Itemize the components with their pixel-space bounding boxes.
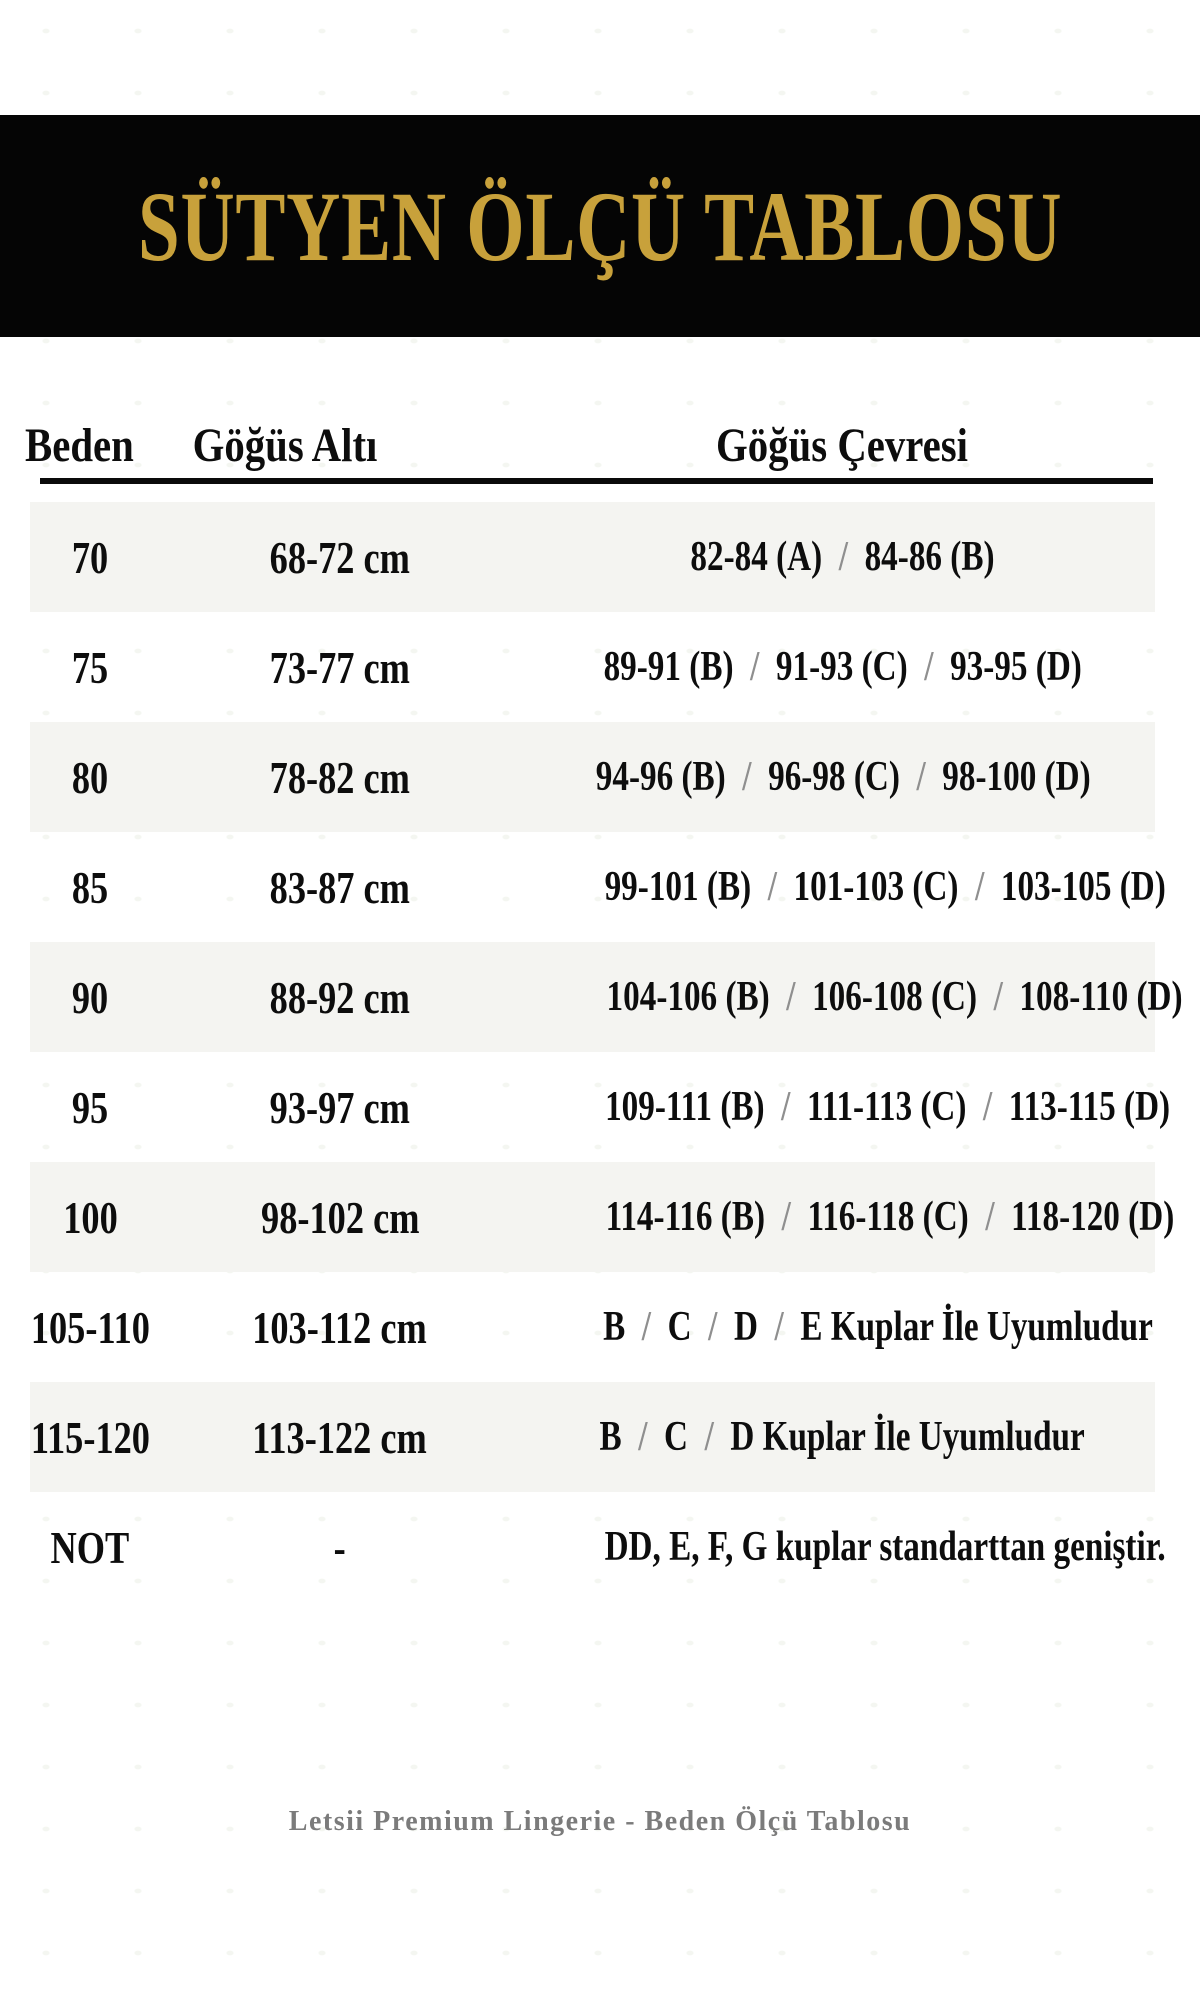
slash-separator: / [622, 1414, 665, 1460]
column-header-gogus-cevresi: Göğüs Çevresi [716, 419, 968, 472]
table-row [30, 1162, 1175, 1272]
slash-separator: / [725, 754, 769, 800]
slash-separator: / [751, 864, 794, 910]
slash-separator: / [688, 1414, 731, 1460]
table-row [30, 832, 1166, 942]
cell-gogus-cevresi: 94-96 (B) / 96-98 (C) / 98-100 (D) [595, 754, 1091, 800]
column-header-beden: Beden [25, 419, 134, 472]
slash-separator: / [907, 644, 950, 690]
cell-gogus-alti: 98-102 cm [260, 1191, 420, 1243]
cell-beden: 70 [71, 531, 109, 583]
title-banner [0, 115, 1200, 337]
table-row [30, 1052, 1171, 1162]
cell-gogus-cevresi: B / C / D / E Kuplar İle Uyumludur [603, 1304, 1153, 1350]
cell-gogus-alti: 83-87 cm [269, 861, 411, 913]
slash-separator: / [733, 644, 776, 690]
cell-gogus-alti: 78-82 cm [269, 751, 411, 803]
table-row [30, 1492, 1166, 1602]
slash-separator: / [757, 1304, 801, 1350]
cell-gogus-cevresi: 104-106 (B) / 106-108 (C) / 108-110 (D) [606, 974, 1183, 1020]
cell-gogus-cevresi: DD, E, F, G kuplar standarttan geniştir. [604, 1524, 1166, 1570]
cell-beden: 85 [71, 861, 109, 913]
table-row [30, 1272, 1155, 1382]
slash-separator: / [899, 754, 943, 800]
column-header-gogus-alti: Göğüs Altı [192, 419, 378, 472]
table-row [30, 612, 1155, 722]
table-row [30, 942, 1183, 1052]
slash-separator: / [977, 974, 1020, 1020]
cell-gogus-alti: - [333, 1521, 347, 1573]
slash-separator: / [822, 534, 865, 580]
cell-beden: 115-120 [30, 1411, 150, 1463]
cell-gogus-cevresi: 109-111 (B) / 111-113 (C) / 113-115 (D) [605, 1084, 1171, 1130]
footer-brand-text: Letsii Premium Lingerie - Beden Ölçü Tablosu [288, 1806, 912, 1837]
cell-beden: 100 [62, 1191, 118, 1243]
cell-beden: 95 [71, 1081, 109, 1133]
cell-gogus-alti: 88-92 cm [269, 971, 411, 1023]
table-header-row [0, 418, 1200, 478]
slash-separator: / [764, 1084, 807, 1130]
page-title: SÜTYEN ÖLÇÜ TABLOSU [137, 170, 1063, 282]
cell-beden: 90 [71, 971, 109, 1023]
slash-separator: / [765, 1194, 808, 1240]
cell-gogus-alti: 73-77 cm [269, 641, 411, 693]
cell-gogus-cevresi: 89-91 (B) / 91-93 (C) / 93-95 (D) [603, 644, 1082, 690]
table-row [30, 722, 1155, 832]
cell-gogus-cevresi: 114-116 (B) / 116-118 (C) / 118-120 (D) [605, 1194, 1175, 1240]
slash-separator: / [958, 864, 1001, 910]
cell-beden: 80 [71, 751, 109, 803]
table-row [30, 502, 1155, 612]
slash-separator: / [966, 1084, 1009, 1130]
table-row [30, 1382, 1155, 1492]
cell-gogus-alti: 103-112 cm [252, 1301, 428, 1353]
header-underline [40, 478, 1153, 484]
table-rows [30, 502, 1183, 1602]
slash-separator: / [769, 974, 813, 1020]
cell-gogus-cevresi: B / C / D Kuplar İle Uyumludur [599, 1414, 1086, 1460]
cell-gogus-alti: 93-97 cm [269, 1081, 411, 1133]
slash-separator: / [625, 1304, 668, 1350]
cell-beden: 75 [71, 641, 109, 693]
cell-beden: 105-110 [30, 1301, 150, 1353]
cell-gogus-alti: 68-72 cm [269, 531, 411, 583]
cell-gogus-alti: 113-122 cm [252, 1411, 428, 1463]
cell-gogus-cevresi: 82-84 (A) / 84-86 (B) [690, 534, 995, 580]
cell-gogus-cevresi: 99-101 (B) / 101-103 (C) / 103-105 (D) [604, 864, 1166, 910]
slash-separator: / [968, 1194, 1012, 1240]
cell-beden: NOT [50, 1521, 130, 1573]
slash-separator: / [691, 1304, 734, 1350]
